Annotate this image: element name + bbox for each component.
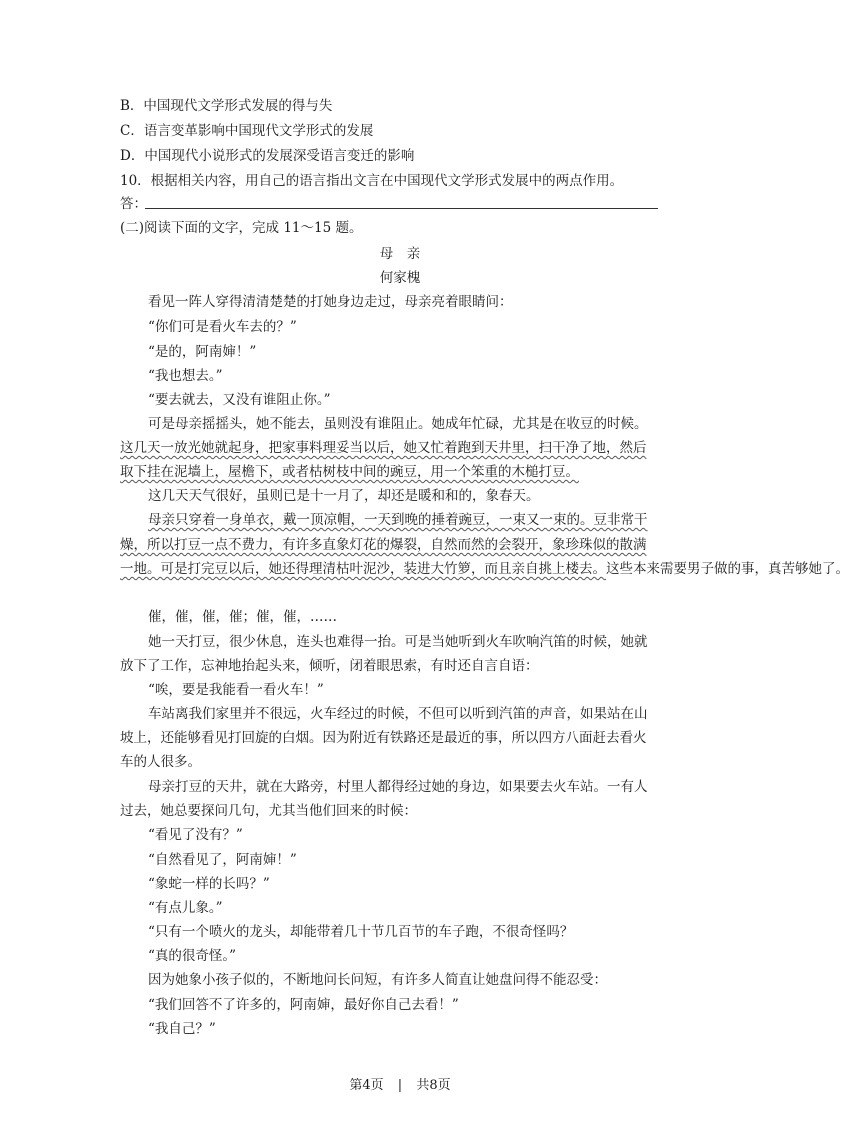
dialogue-line: “只有一个喷火的龙头，却能带着几十节几百节的车子跑，不很奇怪吗？ <box>148 924 574 940</box>
dialogue-line: “真的很奇怪。” <box>148 948 237 964</box>
footer-separator: | <box>397 1078 403 1093</box>
underlined-line <box>148 510 708 530</box>
dialogue-line: “看见了没有？” <box>148 827 243 843</box>
paragraph-line: 过去，她总要探问几句，尤其当他们回来的时候： <box>120 803 417 819</box>
dialogue-line: “你们可是看火车去的？” <box>148 319 297 335</box>
paragraph-line: 她一天打豆，很少休息，连头也难得一抬。可是当她听到火车吹响汽笛的时候，她就 <box>148 634 648 650</box>
underlined-line <box>120 438 680 458</box>
wavy-underline-text: 燥，所以打豆一点不费力，有许多直象灯花的爆裂，自然而然的会裂开，象珍珠似的散满 <box>120 537 647 553</box>
page-footer <box>0 1074 800 1093</box>
dialogue-line: “唉，要是我能看一看火车！” <box>148 682 324 698</box>
onomatopoeia-line: 催，催，催，催；催，催，…… <box>148 609 337 625</box>
paragraph-text: 这些本来需要男子做的事，真苦够她了。 <box>606 561 849 577</box>
dialogue-line: “是的，阿南婶！” <box>148 344 257 360</box>
paragraph-line: 因为她象小孩子似的，不断地问长问短，有许多人简直让她盘问得不能忍受： <box>148 972 607 988</box>
option-d: D．中国现代小说形式的发展深受语言变迁的影响 <box>120 148 415 164</box>
dialogue-line: “象蛇一样的长吗？” <box>148 876 270 892</box>
wavy-underline-text: 这几天一放光她就起身，把家事料理妥当以后，她又忙着跑到天井里，扫干净了地，然后 <box>120 440 647 456</box>
dialogue-line: “我们回答不了许多的，阿南婶，最好你自己去看！” <box>148 997 459 1013</box>
paragraph-line: 可是母亲摇摇头，她不能去，虽则没有谁阻止。她成年忙碌，尤其是在收豆的时候。 <box>148 416 648 432</box>
dialogue-line: “自然看见了，阿南婶！” <box>148 852 297 868</box>
paragraph-line: 这几天天气很好，虽则已是十一月了，却还是暖和和的，象春天。 <box>148 488 540 504</box>
paragraph-line: 母亲打豆的天井，就在大路旁，村里人都得经过她的身边，如果要去火车站。一有人 <box>148 779 648 795</box>
paragraph-line: 放下了工作，忘神地抬起头来，倾听，闭着眼思索，有时还自言自语： <box>120 658 539 674</box>
paragraph-line: 看见一阵人穿得清清楚楚的打她身边走过，母亲亮着眼睛问： <box>148 294 513 310</box>
paragraph-line: 车的人很多。 <box>120 754 201 770</box>
page-total: 共8页 <box>416 1078 451 1093</box>
wavy-underline-text: 一地。可是打完豆以后，她还得理清枯叶泥沙，装进大竹箩，而且亲自挑上楼去。 <box>120 561 606 577</box>
question-10: 10．根据相关内容，用自己的语言指出文言在中国现代文学形式发展中的两点作用。 <box>120 173 624 189</box>
page-number: 第4页 <box>349 1078 384 1093</box>
underlined-line <box>120 535 680 555</box>
article-title: 母 亲 <box>379 246 421 262</box>
answer-label: 答： <box>120 196 147 212</box>
dialogue-line: “有点儿象。” <box>148 900 223 916</box>
section-instruction: (二)阅读下面的文字，完成 11～15 题。 <box>120 220 363 236</box>
wavy-underline-text: 取下挂在泥墙上，屋檐下，或者枯树枝中间的豌豆，用一个笨重的木槌打豆。 <box>120 464 579 480</box>
dialogue-line: “我自己？” <box>148 1021 216 1037</box>
option-b: B．中国现代文学形式发展的得与失 <box>120 98 333 114</box>
answer-line <box>145 208 658 209</box>
underlined-line <box>120 462 680 482</box>
paragraph-line: 车站离我们家里并不很远，火车经过的时候，不但可以听到汽笛的声音，如果站在山 <box>148 706 648 722</box>
dialogue-line: “我也想去。” <box>148 368 223 384</box>
dialogue-line: “要去就去，又没有谁阻止你。” <box>148 392 331 408</box>
paragraph-line <box>120 559 849 579</box>
paragraph-line: 坡上，还能够看见打回旋的白烟。因为附近有铁路还是最近的事，所以四方八面赶去看火 <box>120 730 647 746</box>
option-c: C．语言变革影响中国现代文学形式的发展 <box>120 123 374 139</box>
article-author: 何家槐 <box>379 270 421 286</box>
wavy-underline-text: 母亲只穿着一身单衣，戴一顶凉帽，一天到晚的捶着豌豆，一束又一束的。豆非常干 <box>148 512 648 528</box>
